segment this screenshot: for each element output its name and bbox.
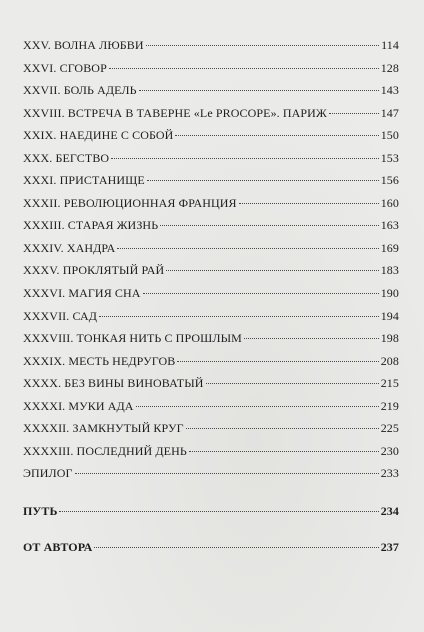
toc-entry-page: 208	[380, 353, 399, 368]
dot-leader	[189, 451, 379, 452]
toc-entry-title: XXX. БЕГСТВО	[23, 150, 110, 165]
toc-entry	[23, 444, 399, 467]
toc-entry-page: 237	[380, 540, 399, 555]
toc-entry	[23, 309, 399, 332]
toc-entry-title: XXXV. ПРОКЛЯТЫЙ РАЙ	[23, 263, 165, 278]
dot-leader	[109, 68, 379, 69]
toc-entry-page: 128	[380, 60, 399, 75]
toc-entry-page: 198	[380, 331, 399, 346]
table-of-contents	[23, 38, 399, 563]
toc-entry-page: 160	[380, 195, 399, 210]
toc-entry-title: ЭПИЛОГ	[23, 466, 73, 481]
toc-entry-title: XXVI. СГОВОР	[23, 60, 107, 75]
dot-leader	[175, 135, 378, 136]
toc-entry-title: XXVII. БОЛЬ АДЕЛЬ	[23, 83, 137, 98]
toc-entry	[23, 354, 399, 377]
toc-entry	[23, 376, 399, 399]
toc-entry-title: XXV. ВОЛНА ЛЮБВИ	[23, 38, 144, 52]
toc-entry	[23, 38, 399, 61]
dot-leader	[139, 90, 379, 91]
toc-entry	[23, 286, 399, 309]
toc-entry	[23, 106, 399, 129]
toc-entry-page: 169	[380, 240, 399, 255]
toc-entry	[23, 151, 399, 174]
toc-entry-page: 194	[380, 308, 399, 323]
toc-entry-title: XXXXI. МУКИ АДА	[23, 398, 134, 413]
dot-leader	[146, 45, 380, 46]
dot-leader	[244, 338, 379, 339]
toc-entry-page: 183	[380, 263, 399, 278]
dot-leader	[329, 113, 379, 114]
toc-entry-path	[23, 504, 399, 527]
toc-entry-page: 225	[380, 421, 399, 436]
toc-entry	[23, 196, 399, 219]
toc-entry-page: 233	[380, 466, 399, 481]
toc-entry-title: XXXXIII. ПОСЛЕДНИЙ ДЕНЬ	[23, 443, 187, 458]
toc-entry	[23, 218, 399, 241]
toc-entry-page: 190	[380, 286, 399, 301]
dot-leader	[177, 361, 378, 362]
toc-entry	[23, 263, 399, 286]
toc-entry-page: 153	[380, 150, 399, 165]
toc-entry-title: XXXIX. МЕСТЬ НЕДРУГОВ	[23, 353, 176, 368]
toc-entry	[23, 421, 399, 444]
toc-entry	[23, 83, 399, 106]
toc-entry-page: 234	[380, 503, 399, 518]
toc-entry-page: 147	[380, 105, 399, 120]
dot-leader	[111, 158, 378, 159]
toc-entry-page: 230	[380, 443, 399, 458]
toc-entry-page: 156	[380, 173, 399, 188]
toc-entry	[23, 466, 399, 489]
toc-entry	[23, 241, 399, 264]
toc-entry-title: XXIX. НАЕДИНЕ С СОБОЙ	[23, 128, 174, 143]
dot-leader	[143, 293, 379, 294]
dot-leader	[117, 248, 378, 249]
toc-entry-author	[23, 540, 399, 563]
toc-entry	[23, 61, 399, 84]
toc-entry-title: XXXVI. МАГИЯ СНА	[23, 286, 141, 301]
toc-entry-title: XXXI. ПРИСТАНИЩЕ	[23, 173, 145, 188]
toc-entry-title: XXXII. РЕВОЛЮЦИОННАЯ ФРАНЦИЯ	[23, 195, 237, 210]
dot-leader	[136, 406, 379, 407]
dot-leader	[75, 473, 379, 474]
toc-entry-title: ОТ АВТОРА	[23, 540, 93, 555]
toc-entry-page: 114	[381, 38, 399, 52]
toc-entry-page: 215	[380, 376, 399, 391]
toc-entry-title: XXXXII. ЗАМКНУТЫЙ КРУГ	[23, 421, 184, 436]
toc-entry-title: XXVIII. ВСТРЕЧА В ТАВЕРНЕ «Le PROCOPE». ПАРИЖ	[23, 105, 327, 120]
toc-entry-page: 150	[380, 128, 399, 143]
toc-entry-page: 163	[380, 218, 399, 233]
dot-leader	[59, 511, 378, 512]
dot-leader	[99, 316, 379, 317]
toc-entry	[23, 399, 399, 422]
toc-entry-title: XXXVIII. ТОНКАЯ НИТЬ С ПРОШЛЫМ	[23, 331, 242, 346]
section-gap	[23, 526, 399, 540]
toc-entry-title: XXXIII. СТАРАЯ ЖИЗНЬ	[23, 218, 159, 233]
toc-entry-title: XXXVII. САД	[23, 308, 98, 323]
dot-leader	[94, 547, 378, 548]
toc-entry	[23, 173, 399, 196]
dot-leader	[166, 270, 378, 271]
dot-leader	[239, 203, 379, 204]
toc-entry	[23, 128, 399, 151]
dot-leader	[186, 428, 379, 429]
section-gap	[23, 489, 399, 504]
toc-entry-page: 219	[380, 398, 399, 413]
toc-entry-title: XXXX. БЕЗ ВИНЫ ВИНОВАТЫЙ	[23, 376, 204, 391]
toc-entry-title: XXXIV. ХАНДРА	[23, 240, 116, 255]
dot-leader	[206, 383, 379, 384]
toc-entry-page: 143	[380, 83, 399, 98]
dot-leader	[160, 225, 379, 226]
toc-entry-title: ПУТЬ	[23, 503, 58, 518]
toc-entry	[23, 331, 399, 354]
dot-leader	[147, 180, 379, 181]
